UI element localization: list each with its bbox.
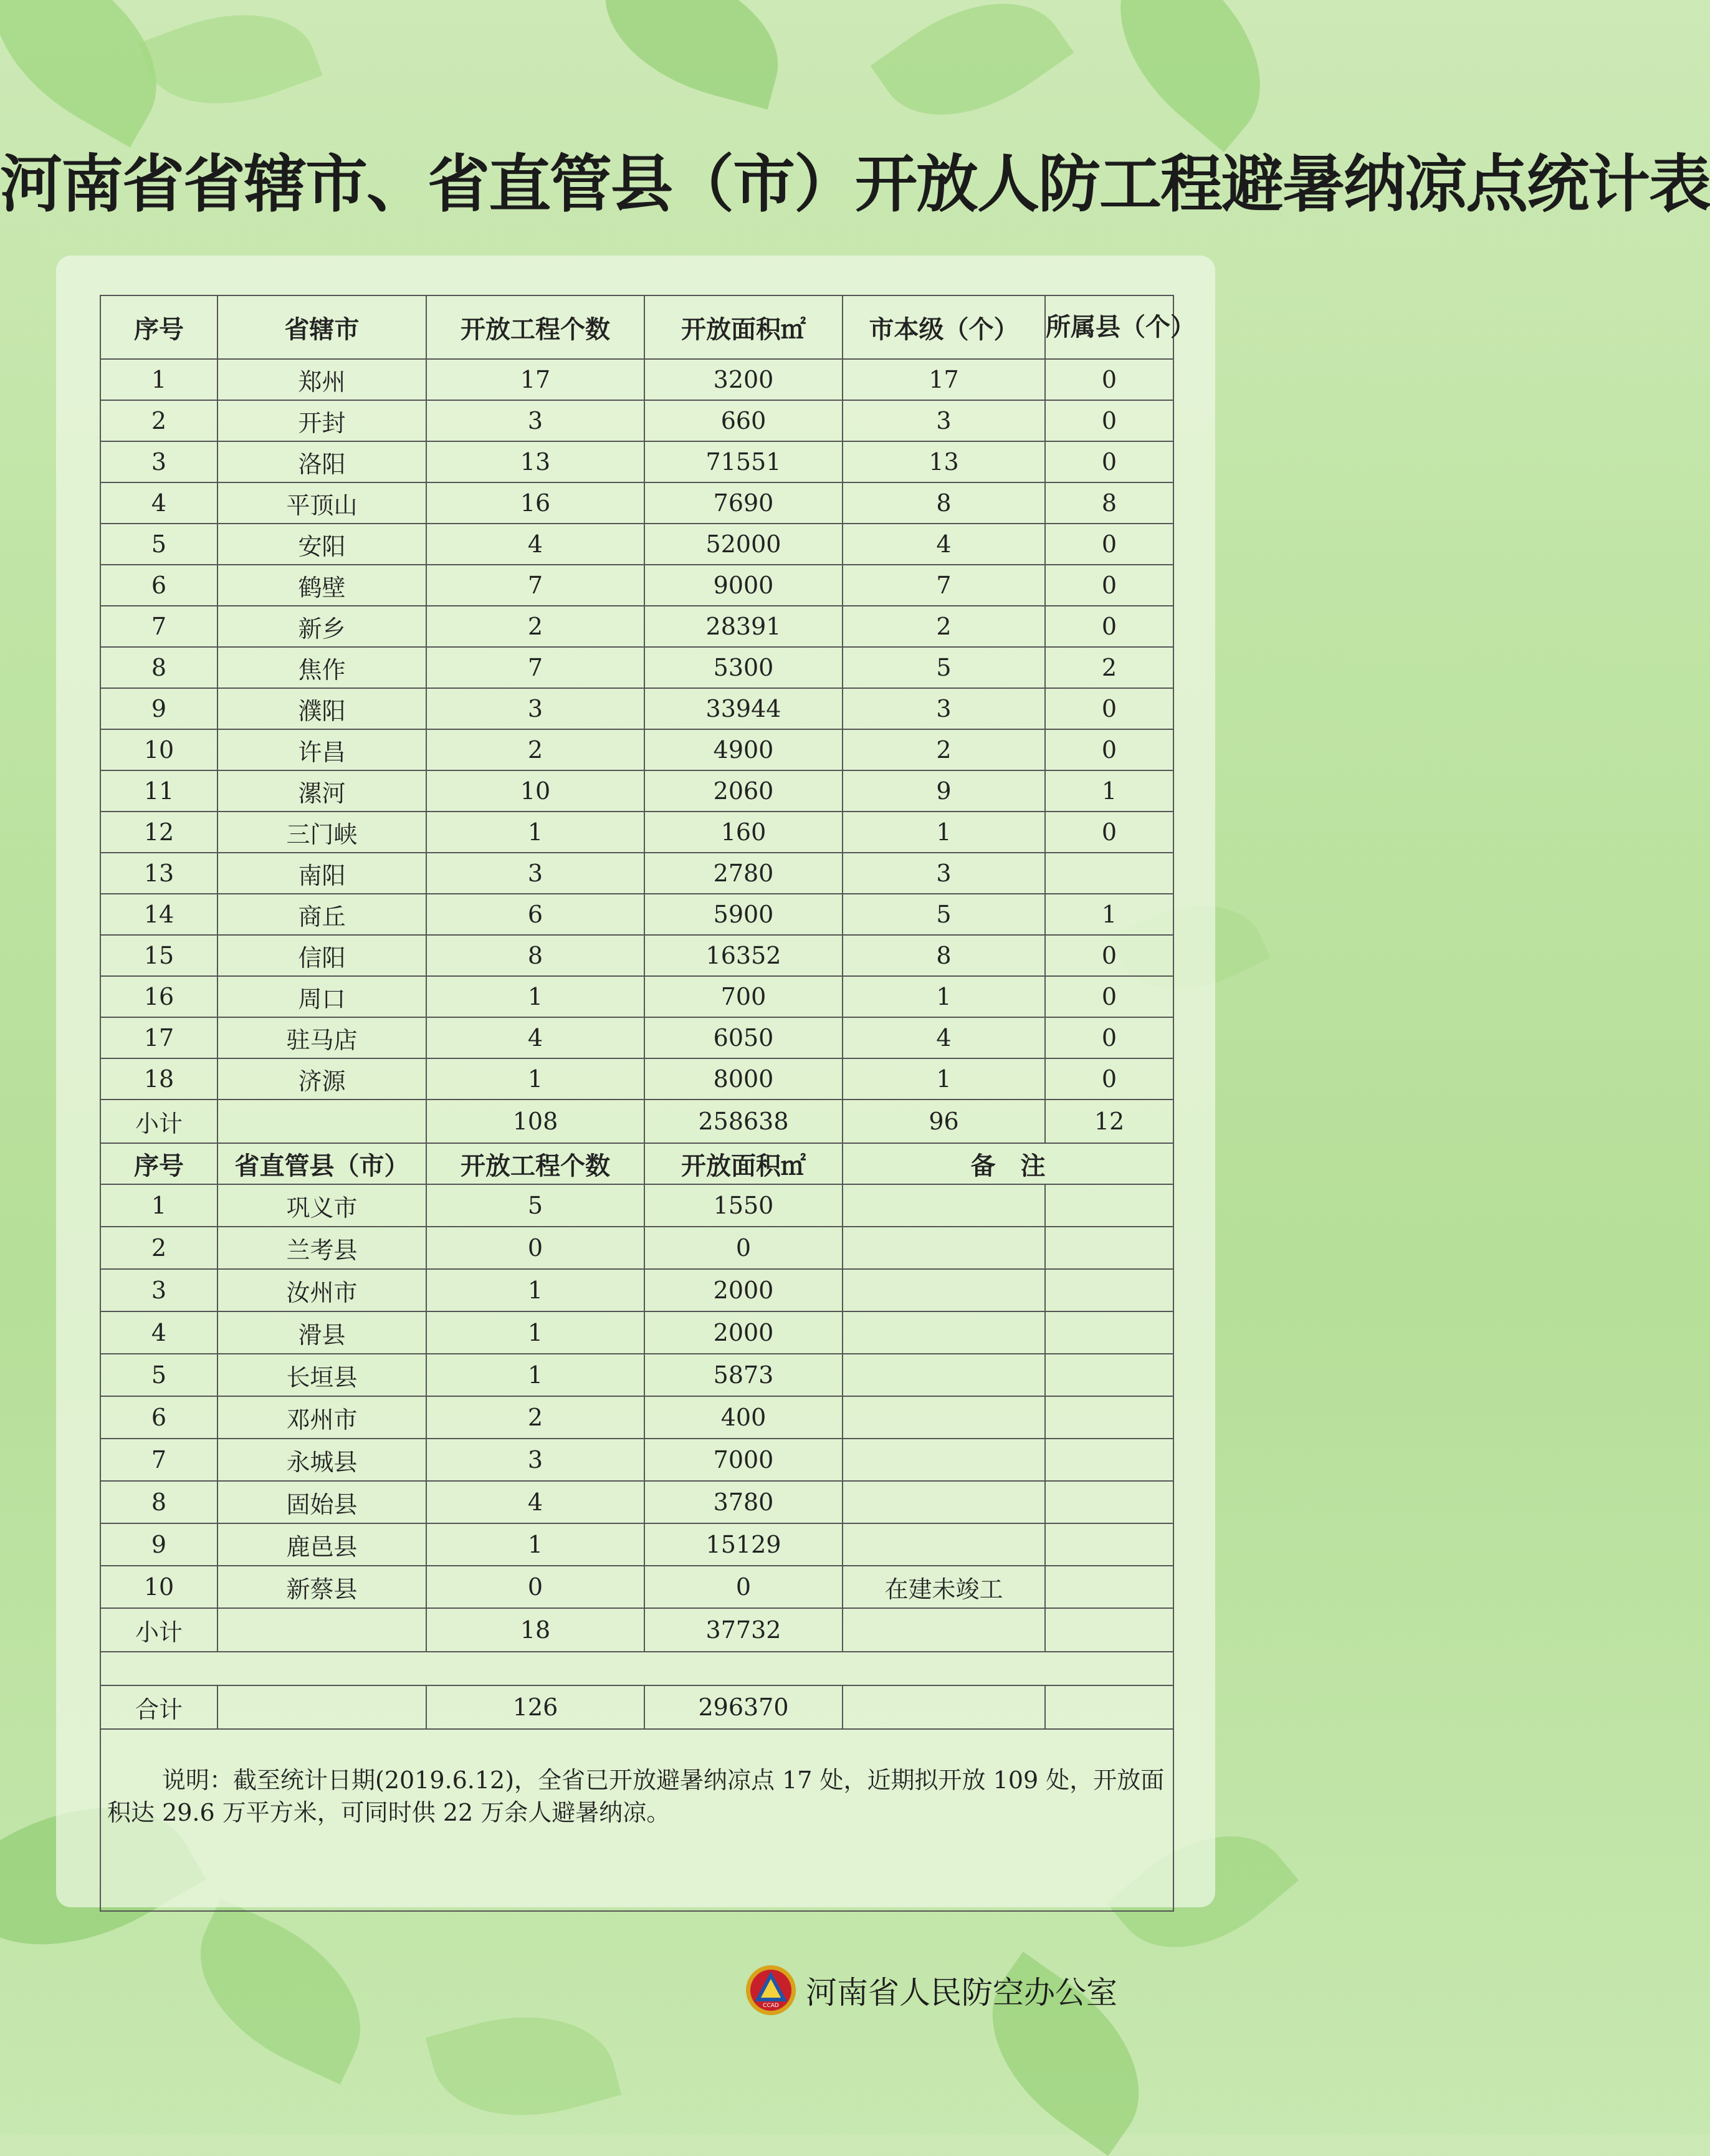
table-cell: 8 (100, 1481, 217, 1523)
table-cell: 1 (426, 1058, 644, 1100)
remark-cell (843, 1184, 1045, 1227)
county-row (100, 1523, 1173, 1566)
table-cell: 5900 (644, 894, 843, 935)
table-cell: 1 (426, 1311, 644, 1354)
remark-cell (843, 1311, 1045, 1354)
table-cell: 9 (100, 688, 217, 729)
table-cell (217, 1685, 426, 1729)
city-row (100, 482, 1173, 524)
table-cell: 鹿邑县 (217, 1523, 426, 1566)
table-cell (843, 1685, 1045, 1729)
table-cell: 开封 (217, 400, 426, 441)
table-cell: 6050 (644, 1017, 843, 1058)
city-row (100, 647, 1173, 688)
remark-cell (843, 1439, 1045, 1481)
table-cell: 固始县 (217, 1481, 426, 1523)
table-cell: 3 (426, 853, 644, 894)
remark-cell (843, 1269, 1045, 1311)
table-cell: 1 (843, 1058, 1045, 1100)
table-cell: 鹤壁 (217, 565, 426, 606)
table-cell: 13 (100, 853, 217, 894)
column-header: 省辖市 (217, 295, 426, 359)
city-row (100, 400, 1173, 441)
table-cell: 4 (426, 1017, 644, 1058)
table-cell: 郑州 (217, 359, 426, 400)
table-cell (1045, 1311, 1173, 1354)
table-cell: 新乡 (217, 606, 426, 647)
city-row (100, 894, 1173, 935)
table-cell (217, 1608, 426, 1652)
city-subtotal-row (100, 1100, 1173, 1143)
column-header: 省直管县（市） (217, 1143, 426, 1184)
table-cell: 1 (426, 976, 644, 1017)
city-row (100, 606, 1173, 647)
county-row (100, 1311, 1173, 1354)
county-row (100, 1354, 1173, 1396)
table-cell: 1 (843, 812, 1045, 853)
table-cell: 2 (426, 1396, 644, 1439)
table-cell: 5 (843, 647, 1045, 688)
table-cell: 3 (843, 400, 1045, 441)
table-cell: 0 (426, 1566, 644, 1608)
table-cell: 3 (843, 853, 1045, 894)
table-cell: 0 (1045, 606, 1173, 647)
remark-cell (843, 1227, 1045, 1269)
table-cell: 0 (644, 1566, 843, 1608)
column-header: 序号 (100, 295, 217, 359)
table-cell: 5873 (644, 1354, 843, 1396)
table-cell: 0 (644, 1227, 843, 1269)
table-cell: 3 (843, 688, 1045, 729)
table-cell: 33944 (644, 688, 843, 729)
table-cell: 13 (843, 441, 1045, 482)
table-cell: 4 (843, 524, 1045, 565)
city-row (100, 1017, 1173, 1058)
table-cell: 17 (843, 359, 1045, 400)
table-cell: 安阳 (217, 524, 426, 565)
table-cell: 1 (1045, 770, 1173, 812)
table-cell: 3 (426, 1439, 644, 1481)
table-cell (1045, 1439, 1173, 1481)
table-cell: 7000 (644, 1439, 843, 1481)
table-cell: 660 (644, 400, 843, 441)
table-cell: 7 (843, 565, 1045, 606)
table-cell: 3 (426, 688, 644, 729)
table-cell: 7690 (644, 482, 843, 524)
table-cell: 126 (426, 1685, 644, 1729)
table-cell: 商丘 (217, 894, 426, 935)
table-cell: 1 (100, 1184, 217, 1227)
table-cell: 平顶山 (217, 482, 426, 524)
city-row (100, 729, 1173, 770)
subtotal-label: 小计 (100, 1608, 217, 1652)
table-cell: 160 (644, 812, 843, 853)
table-cell: 兰考县 (217, 1227, 426, 1269)
table-cell: 0 (426, 1227, 644, 1269)
table-cell: 0 (1045, 524, 1173, 565)
table-cell: 12 (1045, 1100, 1173, 1143)
table-cell (1045, 853, 1173, 894)
table-cell: 4 (426, 1481, 644, 1523)
table-cell: 三门峡 (217, 812, 426, 853)
table-cell: 16 (426, 482, 644, 524)
table-cell: 9 (100, 1523, 217, 1566)
table-cell: 16352 (644, 935, 843, 976)
city-row (100, 853, 1173, 894)
table-cell: 3 (100, 1269, 217, 1311)
table-cell: 2 (426, 729, 644, 770)
note-row (100, 1729, 1173, 1911)
table-cell: 18 (426, 1608, 644, 1652)
table-cell: 信阳 (217, 935, 426, 976)
table-cell: 1 (426, 1354, 644, 1396)
table-cell: 4 (843, 1017, 1045, 1058)
table-cell: 71551 (644, 441, 843, 482)
column-header: 开放面积㎡ (644, 1143, 843, 1184)
table-cell: 8 (843, 935, 1045, 976)
civil-defense-emblem-icon (745, 1964, 797, 2016)
county-row (100, 1439, 1173, 1481)
table-cell: 4900 (644, 729, 843, 770)
table-cell: 52000 (644, 524, 843, 565)
footer (745, 1959, 1117, 2021)
table-cell: 0 (1045, 1017, 1173, 1058)
table-cell: 许昌 (217, 729, 426, 770)
table-cell: 2 (1045, 647, 1173, 688)
table-cell: 18 (100, 1058, 217, 1100)
table-cell: 3200 (644, 359, 843, 400)
table-cell: 1 (100, 359, 217, 400)
table-cell: 0 (1045, 812, 1173, 853)
table-cell: 8 (426, 935, 644, 976)
table-cell: 0 (1045, 729, 1173, 770)
remark-cell (843, 1523, 1045, 1566)
column-header: 所属县（个） (1045, 295, 1173, 359)
table-cell: 邓州市 (217, 1396, 426, 1439)
table-cell: 14 (100, 894, 217, 935)
table-cell: 4 (100, 482, 217, 524)
city-row (100, 688, 1173, 729)
table-cell: 6 (100, 1396, 217, 1439)
table-cell: 400 (644, 1396, 843, 1439)
table-cell: 5 (843, 894, 1045, 935)
table-cell (100, 1652, 1173, 1685)
city-row (100, 565, 1173, 606)
organization-name: 河南省人民防空办公室 (806, 1975, 1117, 2011)
table-cell (1045, 1396, 1173, 1439)
remark-cell (843, 1354, 1045, 1396)
table-cell: 700 (644, 976, 843, 1017)
table-cell: 济源 (217, 1058, 426, 1100)
table-cell: 96 (843, 1100, 1045, 1143)
table-cell: 0 (1045, 441, 1173, 482)
table-cell: 漯河 (217, 770, 426, 812)
city-row (100, 359, 1173, 400)
table-cell (1045, 1608, 1173, 1652)
table-cell: 17 (100, 1017, 217, 1058)
city-row (100, 770, 1173, 812)
city-row (100, 1058, 1173, 1100)
table-cell: 10 (100, 729, 217, 770)
remark-cell (843, 1481, 1045, 1523)
table-cell (1045, 1481, 1173, 1523)
city-row (100, 976, 1173, 1017)
column-header: 开放工程个数 (426, 1143, 644, 1184)
table-cell: 新蔡县 (217, 1566, 426, 1608)
page-title: 河南省省辖市、省直管县（市）开放人防工程避暑纳凉点统计表 (0, 148, 1710, 221)
table-cell: 巩义市 (217, 1184, 426, 1227)
table-cell: 2000 (644, 1269, 843, 1311)
table-cell: 8000 (644, 1058, 843, 1100)
note-cell (100, 1729, 1173, 1911)
table-cell: 3 (100, 441, 217, 482)
table-cell: 5 (100, 1354, 217, 1396)
header-row-counties (100, 1143, 1173, 1184)
note-text: 说明：截至统计日期(2019.6.12)，全省已开放避暑纳凉点 17 处，近期拟开放 109 处，开放面积达 29.6 万平方米，可同时供 22 万余人避暑纳凉。 (107, 1766, 1165, 1826)
column-header: 序号 (100, 1143, 217, 1184)
table-cell: 10 (100, 1566, 217, 1608)
table-cell (1045, 1227, 1173, 1269)
county-row (100, 1396, 1173, 1439)
table-cell: 11 (100, 770, 217, 812)
table-cell: 周口 (217, 976, 426, 1017)
table-cell: 1 (426, 812, 644, 853)
table-cell: 濮阳 (217, 688, 426, 729)
table-cell: 8 (843, 482, 1045, 524)
table-cell: 296370 (644, 1685, 843, 1729)
table-cell: 1 (426, 1269, 644, 1311)
table-cell: 5 (100, 524, 217, 565)
table-cell: 7 (426, 565, 644, 606)
county-row (100, 1269, 1173, 1311)
table-cell (843, 1608, 1045, 1652)
table-cell: 1 (1045, 894, 1173, 935)
table-cell: 南阳 (217, 853, 426, 894)
city-row (100, 441, 1173, 482)
table-cell (1045, 1184, 1173, 1227)
table-cell: 10 (426, 770, 644, 812)
remark-cell: 在建未竣工 (843, 1566, 1045, 1608)
city-row (100, 812, 1173, 853)
table-cell: 洛阳 (217, 441, 426, 482)
svg-text:CCAD: CCAD (763, 2003, 779, 2009)
table-cell: 2780 (644, 853, 843, 894)
table-cell: 3 (426, 400, 644, 441)
table-cell: 4 (426, 524, 644, 565)
table-cell: 7 (100, 606, 217, 647)
county-row (100, 1184, 1173, 1227)
table-cell: 2 (100, 1227, 217, 1269)
table-cell: 16 (100, 976, 217, 1017)
table-cell: 2 (843, 729, 1045, 770)
table-cell: 3780 (644, 1481, 843, 1523)
table-cell: 1550 (644, 1184, 843, 1227)
table-cell: 258638 (644, 1100, 843, 1143)
county-row (100, 1566, 1173, 1608)
table-cell: 永城县 (217, 1439, 426, 1481)
table-cell: 8 (1045, 482, 1173, 524)
table-cell: 8 (100, 647, 217, 688)
table-cell: 0 (1045, 400, 1173, 441)
table-cell: 15129 (644, 1523, 843, 1566)
table-cell: 12 (100, 812, 217, 853)
table-cell: 0 (1045, 359, 1173, 400)
table-cell: 焦作 (217, 647, 426, 688)
subtotal-label: 小计 (100, 1100, 217, 1143)
table-cell: 7 (100, 1439, 217, 1481)
table-cell (1045, 1269, 1173, 1311)
table-cell: 2 (426, 606, 644, 647)
table-cell: 汝州市 (217, 1269, 426, 1311)
table-cell: 9000 (644, 565, 843, 606)
table-cell: 37732 (644, 1608, 843, 1652)
table-cell: 2 (843, 606, 1045, 647)
table-cell: 15 (100, 935, 217, 976)
table-cell: 108 (426, 1100, 644, 1143)
table-cell: 滑县 (217, 1311, 426, 1354)
table-cell: 1 (426, 1523, 644, 1566)
table-cell: 13 (426, 441, 644, 482)
county-row (100, 1481, 1173, 1523)
table-cell (217, 1100, 426, 1143)
column-header: 市本级（个） (843, 295, 1045, 359)
header-row-cities (100, 295, 1173, 359)
table-cell: 0 (1045, 1058, 1173, 1100)
table-cell (1045, 1685, 1173, 1729)
table-cell: 驻马店 (217, 1017, 426, 1058)
county-subtotal-row (100, 1608, 1173, 1652)
blank-row (100, 1652, 1173, 1685)
total-row (100, 1685, 1173, 1729)
table-cell: 0 (1045, 688, 1173, 729)
column-header: 开放面积㎡ (644, 295, 843, 359)
table-cell: 长垣县 (217, 1354, 426, 1396)
table-cell: 9 (843, 770, 1045, 812)
column-header: 备 注 (843, 1143, 1173, 1184)
table-cell: 6 (426, 894, 644, 935)
table-cell (1045, 1354, 1173, 1396)
table-cell: 5 (426, 1184, 644, 1227)
table-cell: 7 (426, 647, 644, 688)
city-row (100, 524, 1173, 565)
table-cell: 0 (1045, 565, 1173, 606)
table-cell: 0 (1045, 976, 1173, 1017)
table-cell: 0 (1045, 935, 1173, 976)
table-cell: 2 (100, 400, 217, 441)
remark-cell (843, 1396, 1045, 1439)
table-cell (1045, 1566, 1173, 1608)
table-cell: 1 (843, 976, 1045, 1017)
table-body (100, 295, 1195, 1911)
total-label: 合计 (100, 1685, 217, 1729)
table-cell (1045, 1523, 1173, 1566)
table-cell: 17 (426, 359, 644, 400)
table-cell: 2060 (644, 770, 843, 812)
column-header: 开放工程个数 (426, 295, 644, 359)
table-cell: 5300 (644, 647, 843, 688)
table-cell: 28391 (644, 606, 843, 647)
statistics-table (100, 295, 1195, 1912)
city-row (100, 935, 1173, 976)
table-cell: 2000 (644, 1311, 843, 1354)
county-row (100, 1227, 1173, 1269)
table-cell: 4 (100, 1311, 217, 1354)
table-cell: 6 (100, 565, 217, 606)
